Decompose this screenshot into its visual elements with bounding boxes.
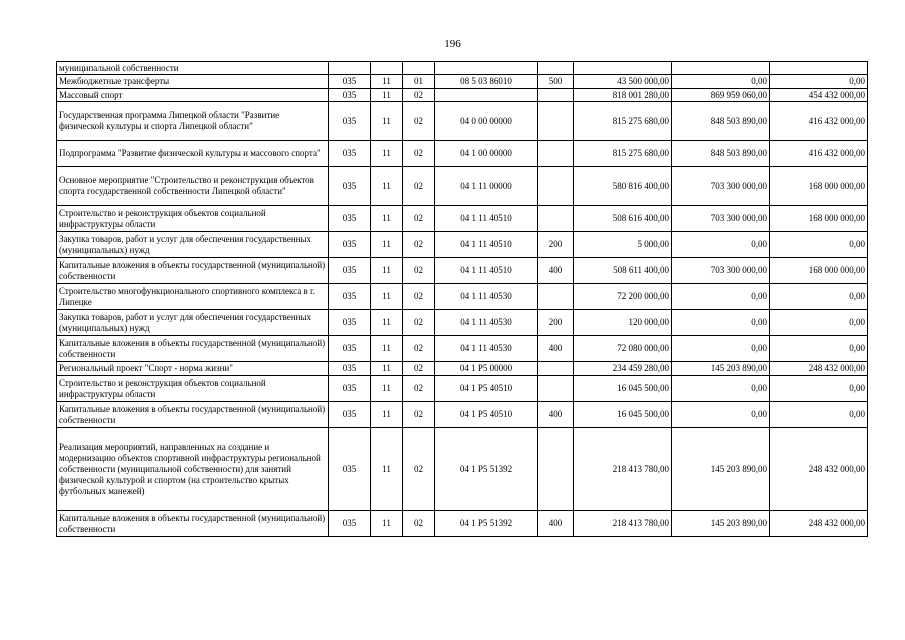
subsection-code-cell: 02 — [403, 167, 435, 206]
amount-year-2-cell: 0,00 — [672, 232, 770, 258]
amount-year-3-cell: 0,00 — [770, 336, 868, 362]
subsection-code-cell: 02 — [403, 258, 435, 284]
subsection-code-cell: 02 — [403, 206, 435, 232]
amount-year-1-cell: 5 000,00 — [574, 232, 672, 258]
subsection-code-cell: 02 — [403, 428, 435, 511]
amount-year-1-cell: 580 816 400,00 — [574, 167, 672, 206]
amount-year-1-cell: 234 459 280,00 — [574, 362, 672, 376]
table-row — [57, 89, 868, 102]
table-row — [57, 428, 868, 511]
target-article-cell: 04 1 P5 51392 — [435, 511, 538, 537]
row-name-cell: Государственная программа Липецкой области "Развитие физической культуры и спорта Липецкой области" — [57, 102, 329, 141]
expense-type-cell — [538, 89, 574, 102]
amount-year-1-cell: 218 413 780,00 — [574, 428, 672, 511]
expense-type-cell — [538, 284, 574, 310]
expense-type-cell — [538, 362, 574, 376]
section-code-cell: 11 — [371, 284, 403, 310]
ministry-code-cell: 035 — [329, 75, 371, 89]
table-row — [57, 310, 868, 336]
expense-type-cell — [538, 141, 574, 167]
amount-year-3-cell: 416 432 000,00 — [770, 102, 868, 141]
section-code-cell: 11 — [371, 75, 403, 89]
amount-year-2-cell: 0,00 — [672, 376, 770, 402]
amount-year-2-cell: 0,00 — [672, 284, 770, 310]
row-name-cell: Реализация мероприятий, направленных на создание и модернизацию объектов спортивной инфраструктуры региональной собственности (муниципальной собственности) для занятий физической культурой и спортом (на строительство крытых футбольных манежей) — [57, 428, 329, 511]
ministry-code-cell: 035 — [329, 428, 371, 511]
subsection-code-cell: 01 — [403, 75, 435, 89]
amount-year-3-cell: 0,00 — [770, 75, 868, 89]
target-article-cell: 08 5 03 86010 — [435, 75, 538, 89]
section-code-cell: 11 — [371, 336, 403, 362]
row-name-cell: Строительство и реконструкция объектов социальной инфраструктуры области — [57, 376, 329, 402]
target-article-cell: 04 1 11 40510 — [435, 258, 538, 284]
amount-year-1-cell: 120 000,00 — [574, 310, 672, 336]
table-row — [57, 75, 868, 89]
expense-type-cell — [538, 102, 574, 141]
section-code-cell: 11 — [371, 362, 403, 376]
amount-year-1-cell: 16 045 500,00 — [574, 402, 672, 428]
subsection-code-cell: 02 — [403, 102, 435, 141]
target-article-cell: 04 1 P5 51392 — [435, 428, 538, 511]
amount-year-2-cell: 145 203 890,00 — [672, 362, 770, 376]
ministry-code-cell: 035 — [329, 376, 371, 402]
table-row — [57, 232, 868, 258]
amount-year-1-cell: 218 413 780,00 — [574, 511, 672, 537]
subsection-code-cell: 02 — [403, 402, 435, 428]
table-row — [57, 167, 868, 206]
table-row — [57, 284, 868, 310]
ministry-code-cell: 035 — [329, 362, 371, 376]
target-article-cell — [435, 89, 538, 102]
target-article-cell: 04 1 11 40510 — [435, 206, 538, 232]
amount-year-1-cell: 818 001 280,00 — [574, 89, 672, 102]
amount-year-3-cell: 0,00 — [770, 284, 868, 310]
amount-year-3-cell — [770, 62, 868, 75]
section-code-cell: 11 — [371, 206, 403, 232]
table-row — [57, 362, 868, 376]
amount-year-3-cell: 416 432 000,00 — [770, 141, 868, 167]
ministry-code-cell: 035 — [329, 336, 371, 362]
amount-year-2-cell: 0,00 — [672, 402, 770, 428]
amount-year-1-cell: 508 611 400,00 — [574, 258, 672, 284]
row-name-cell: Капитальные вложения в объекты государственной (муниципальной) собственности — [57, 511, 329, 537]
expense-type-cell — [538, 428, 574, 511]
target-article-cell — [435, 62, 538, 75]
row-name-cell: Капитальные вложения в объекты государственной (муниципальной) собственности — [57, 258, 329, 284]
section-code-cell: 11 — [371, 232, 403, 258]
amount-year-3-cell: 0,00 — [770, 376, 868, 402]
subsection-code-cell: 02 — [403, 511, 435, 537]
amount-year-2-cell: 703 300 000,00 — [672, 258, 770, 284]
target-article-cell: 04 1 P5 40510 — [435, 376, 538, 402]
amount-year-1-cell: 508 616 400,00 — [574, 206, 672, 232]
amount-year-3-cell: 0,00 — [770, 232, 868, 258]
budget-table — [56, 61, 868, 537]
row-name-cell: муниципальной собственности — [57, 62, 329, 75]
table-row — [57, 511, 868, 537]
table-row — [57, 62, 868, 75]
amount-year-3-cell: 168 000 000,00 — [770, 258, 868, 284]
subsection-code-cell: 02 — [403, 232, 435, 258]
row-name-cell: Основное мероприятие "Строительство и реконструкция объектов спорта государственной собственности Липецкой области" — [57, 167, 329, 206]
expense-type-cell: 400 — [538, 336, 574, 362]
amount-year-1-cell: 815 275 680,00 — [574, 102, 672, 141]
amount-year-2-cell — [672, 62, 770, 75]
amount-year-1-cell: 815 275 680,00 — [574, 141, 672, 167]
amount-year-2-cell: 0,00 — [672, 75, 770, 89]
ministry-code-cell: 035 — [329, 284, 371, 310]
expense-type-cell: 500 — [538, 75, 574, 89]
amount-year-1-cell: 16 045 500,00 — [574, 376, 672, 402]
subsection-code-cell: 02 — [403, 89, 435, 102]
budget-table-body — [57, 62, 868, 537]
expense-type-cell: 200 — [538, 232, 574, 258]
row-name-cell: Капитальные вложения в объекты государственной (муниципальной) собственности — [57, 402, 329, 428]
section-code-cell: 11 — [371, 402, 403, 428]
subsection-code-cell: 02 — [403, 362, 435, 376]
section-code-cell: 11 — [371, 141, 403, 167]
section-code-cell: 11 — [371, 310, 403, 336]
ministry-code-cell: 035 — [329, 167, 371, 206]
ministry-code-cell: 035 — [329, 402, 371, 428]
section-code-cell: 11 — [371, 102, 403, 141]
table-row — [57, 402, 868, 428]
expense-type-cell: 400 — [538, 402, 574, 428]
target-article-cell: 04 1 00 00000 — [435, 141, 538, 167]
amount-year-2-cell: 848 503 890,00 — [672, 141, 770, 167]
ministry-code-cell: 035 — [329, 206, 371, 232]
amount-year-2-cell: 703 300 000,00 — [672, 167, 770, 206]
amount-year-1-cell: 72 200 000,00 — [574, 284, 672, 310]
table-row — [57, 102, 868, 141]
target-article-cell: 04 1 11 40530 — [435, 336, 538, 362]
amount-year-3-cell: 454 432 000,00 — [770, 89, 868, 102]
section-code-cell: 11 — [371, 511, 403, 537]
table-row — [57, 206, 868, 232]
expense-type-cell — [538, 62, 574, 75]
amount-year-1-cell: 72 080 000,00 — [574, 336, 672, 362]
row-name-cell: Подпрограмма "Развитие физической культуры и массового спорта" — [57, 141, 329, 167]
expense-type-cell — [538, 167, 574, 206]
table-row — [57, 258, 868, 284]
ministry-code-cell: 035 — [329, 141, 371, 167]
table-row — [57, 141, 868, 167]
target-article-cell: 04 1 11 00000 — [435, 167, 538, 206]
ministry-code-cell — [329, 62, 371, 75]
amount-year-2-cell: 145 203 890,00 — [672, 511, 770, 537]
row-name-cell: Массовый спорт — [57, 89, 329, 102]
page-number: 196 — [444, 38, 461, 50]
section-code-cell: 11 — [371, 428, 403, 511]
section-code-cell: 11 — [371, 376, 403, 402]
amount-year-3-cell: 0,00 — [770, 402, 868, 428]
ministry-code-cell: 035 — [329, 511, 371, 537]
subsection-code-cell: 02 — [403, 376, 435, 402]
amount-year-2-cell: 0,00 — [672, 310, 770, 336]
subsection-code-cell: 02 — [403, 336, 435, 362]
subsection-code-cell: 02 — [403, 141, 435, 167]
amount-year-1-cell — [574, 62, 672, 75]
row-name-cell: Региональный проект "Спорт - норма жизни" — [57, 362, 329, 376]
ministry-code-cell: 035 — [329, 258, 371, 284]
target-article-cell: 04 0 00 00000 — [435, 102, 538, 141]
amount-year-3-cell: 168 000 000,00 — [770, 206, 868, 232]
target-article-cell: 04 1 11 40530 — [435, 310, 538, 336]
expense-type-cell — [538, 376, 574, 402]
expense-type-cell: 400 — [538, 258, 574, 284]
target-article-cell: 04 1 P5 40510 — [435, 402, 538, 428]
ministry-code-cell: 035 — [329, 232, 371, 258]
amount-year-2-cell: 848 503 890,00 — [672, 102, 770, 141]
expense-type-cell — [538, 206, 574, 232]
amount-year-3-cell: 248 432 000,00 — [770, 511, 868, 537]
expense-type-cell: 400 — [538, 511, 574, 537]
section-code-cell: 11 — [371, 167, 403, 206]
target-article-cell: 04 1 11 40530 — [435, 284, 538, 310]
amount-year-2-cell: 145 203 890,00 — [672, 428, 770, 511]
amount-year-3-cell: 168 000 000,00 — [770, 167, 868, 206]
amount-year-3-cell: 248 432 000,00 — [770, 428, 868, 511]
section-code-cell: 11 — [371, 89, 403, 102]
expense-type-cell: 200 — [538, 310, 574, 336]
amount-year-1-cell: 43 500 000,00 — [574, 75, 672, 89]
subsection-code-cell — [403, 62, 435, 75]
row-name-cell: Строительство многофункционального спортивного комплекса в г. Липецке — [57, 284, 329, 310]
amount-year-2-cell: 0,00 — [672, 336, 770, 362]
ministry-code-cell: 035 — [329, 310, 371, 336]
row-name-cell: Закупка товаров, работ и услуг для обеспечения государственных (муниципальных) нужд — [57, 232, 329, 258]
subsection-code-cell: 02 — [403, 284, 435, 310]
target-article-cell: 04 1 11 40510 — [435, 232, 538, 258]
row-name-cell: Закупка товаров, работ и услуг для обеспечения государственных (муниципальных) нужд — [57, 310, 329, 336]
table-row — [57, 376, 868, 402]
table-row — [57, 336, 868, 362]
subsection-code-cell: 02 — [403, 310, 435, 336]
section-code-cell — [371, 62, 403, 75]
ministry-code-cell: 035 — [329, 89, 371, 102]
row-name-cell: Капитальные вложения в объекты государственной (муниципальной) собственности — [57, 336, 329, 362]
row-name-cell: Межбюджетные трансферты — [57, 75, 329, 89]
row-name-cell: Строительство и реконструкция объектов социальной инфраструктуры области — [57, 206, 329, 232]
amount-year-2-cell: 703 300 000,00 — [672, 206, 770, 232]
section-code-cell: 11 — [371, 258, 403, 284]
target-article-cell: 04 1 P5 00000 — [435, 362, 538, 376]
amount-year-3-cell: 248 432 000,00 — [770, 362, 868, 376]
amount-year-3-cell: 0,00 — [770, 310, 868, 336]
ministry-code-cell: 035 — [329, 102, 371, 141]
amount-year-2-cell: 869 959 060,00 — [672, 89, 770, 102]
